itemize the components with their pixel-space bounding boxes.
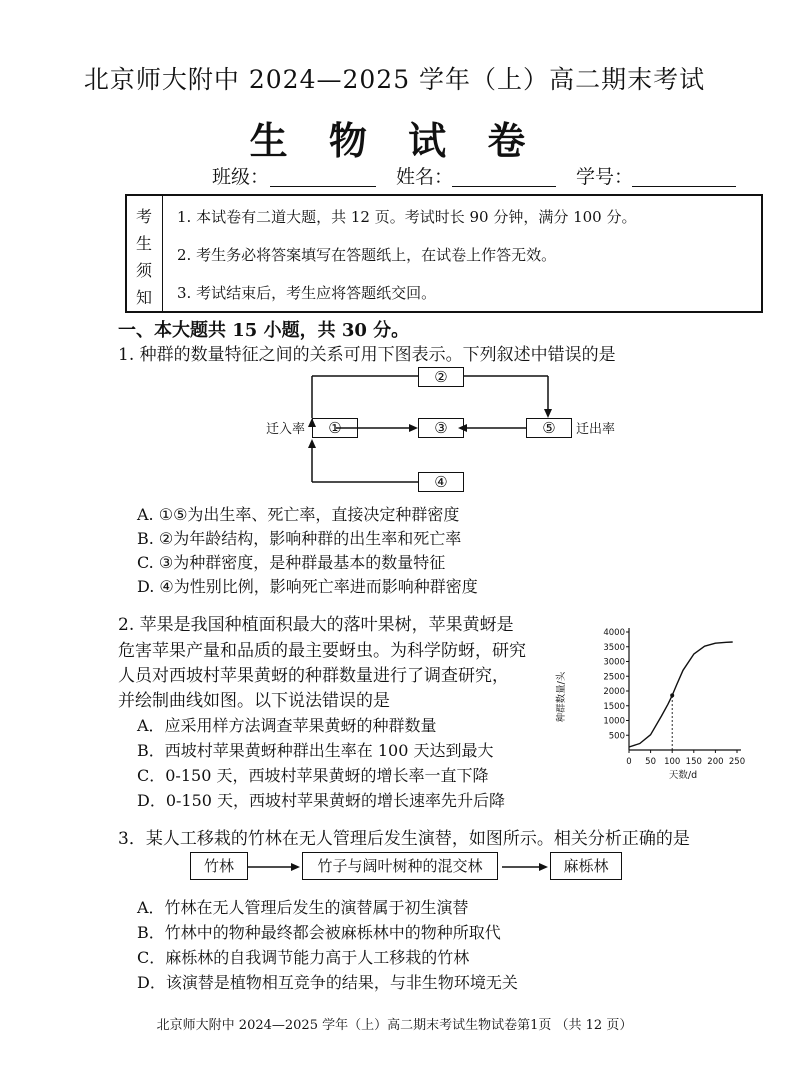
name-label: 姓名： (396, 166, 454, 188)
notice-char: 生 (136, 234, 153, 253)
marked-point (670, 693, 674, 697)
notice-item: 1. 本试卷有二道大题，共 12 页。考试时长 90 分钟，满分 100 分。 (177, 208, 637, 226)
population-curve (629, 642, 733, 747)
x-tick-label: 150 (685, 757, 702, 767)
y-axis-label: 种群数量/头 (556, 671, 567, 723)
diagram-box-1: ① (312, 418, 358, 438)
q3-option-d: D．该演替是植物相互竞争的结果，与非生物环境无关 (137, 973, 518, 992)
x-tick-label: 0 (626, 757, 632, 767)
y-tick-label: 1500 (603, 701, 625, 712)
inflow-label: 迁入率 (266, 422, 306, 437)
q2-stem-line: 并绘制曲线如图。以下说法错误的是 (118, 691, 390, 711)
q2-stem-line: 2. 苹果是我国种植面积最大的落叶果树，苹果黄蚜是 (118, 615, 514, 635)
notice-char: 知 (136, 288, 153, 307)
q3-option-a: A．竹林在无人管理后发生的演替属于初生演替 (137, 898, 469, 917)
notice-item: 3. 考试结束后，考生应将答题纸交回。 (177, 284, 437, 302)
q2-option-d: D．0-150 天，西坡村苹果黄蚜的增长速率先升后降 (137, 791, 506, 810)
q3-option-c: C．麻栎林的自我调节能力高于人工移栽的竹林 (137, 948, 470, 967)
y-tick-label: 1000 (603, 716, 625, 727)
notice-item: 2. 考生务必将答案填写在答题纸上，在试卷上作答无效。 (177, 246, 557, 264)
q1-stem: 1. 种群的数量特征之间的关系可用下图表示。下列叙述中错误的是 (118, 345, 616, 365)
class-label: 班级： (212, 166, 270, 188)
notice-char: 考 (136, 207, 153, 226)
section-title: 一、本大题共 15 小题，共 30 分。 (118, 320, 410, 341)
q2-option-c: C．0-150 天，西坡村苹果黄蚜的增长率一直下降 (137, 766, 489, 785)
y-tick-label: 3000 (603, 657, 625, 668)
name-blank (452, 186, 556, 187)
q2-stem-line: 危害苹果产量和品质的最主要蚜虫。为科学防蚜，研究 (118, 641, 526, 661)
y-tick-label: 2000 (603, 687, 625, 697)
id-label: 学号： (576, 166, 634, 188)
q1-option-c: C. ③为种群密度，是种群最基本的数量特征 (137, 553, 446, 572)
q3-stem: 3．某人工移栽的竹林在无人管理后发生演替，如图所示。相关分析正确的是 (118, 829, 690, 849)
q2-option-b: B．西坡村苹果黄蚜种群出生率在 100 天达到最大 (137, 741, 494, 760)
q1-option-a: A. ①⑤为出生率、死亡率，直接决定种群密度 (137, 505, 460, 524)
q2-option-a: A．应采用样方法调查苹果黄蚜的种群数量 (137, 716, 437, 735)
page-footer: 北京师大附中 2024—2025 学年（上）高二期末考试生物试卷第1页 （共 12 页） (156, 1018, 633, 1033)
class-blank (270, 186, 376, 187)
q1-option-d: D. ④为性别比例，影响死亡率进而影响种群密度 (137, 577, 478, 596)
q2-stem-line: 人员对西坡村苹果黄蚜的种群数量进行了调查研究， (118, 666, 509, 686)
x-axis-label: 天数/d (668, 770, 698, 781)
population-growth-chart (554, 622, 754, 790)
q1-option-b: B. ②为年龄结构，影响种群的出生率和死亡率 (137, 529, 462, 548)
y-tick-label: 3500 (603, 642, 625, 653)
diagram-box-4: ④ (418, 472, 464, 492)
y-tick-label: 2500 (603, 672, 625, 683)
id-blank (632, 186, 736, 187)
flow-oak-forest: 麻栎林 (550, 852, 622, 880)
notice-char: 须 (136, 261, 153, 280)
outflow-label: 迁出率 (576, 422, 616, 437)
x-tick-label: 250 (728, 757, 746, 767)
school-title: 北京师大附中 2024—2025 学年（上）高二期末考试 (83, 65, 706, 94)
diagram-box-3: ③ (418, 418, 464, 438)
subject-title: 生 物 试 卷 (249, 118, 540, 163)
q3-option-b: B．竹林中的物种最终都会被麻栎林中的物种所取代 (137, 923, 501, 942)
exam-notice-box (125, 194, 763, 313)
y-tick-label: 4000 (603, 628, 625, 638)
y-tick-label: 500 (608, 731, 625, 742)
x-tick-label: 200 (707, 757, 724, 767)
diagram-box-2: ② (418, 367, 464, 387)
flow-bamboo-forest: 竹林 (190, 852, 248, 880)
notice-side-label (127, 196, 163, 311)
diagram-box-5: ⑤ (526, 418, 572, 438)
x-tick-label: 100 (664, 757, 681, 767)
flow-mixed-forest: 竹子与阔叶树种的混交林 (302, 852, 498, 880)
x-tick-label: 50 (645, 757, 657, 767)
